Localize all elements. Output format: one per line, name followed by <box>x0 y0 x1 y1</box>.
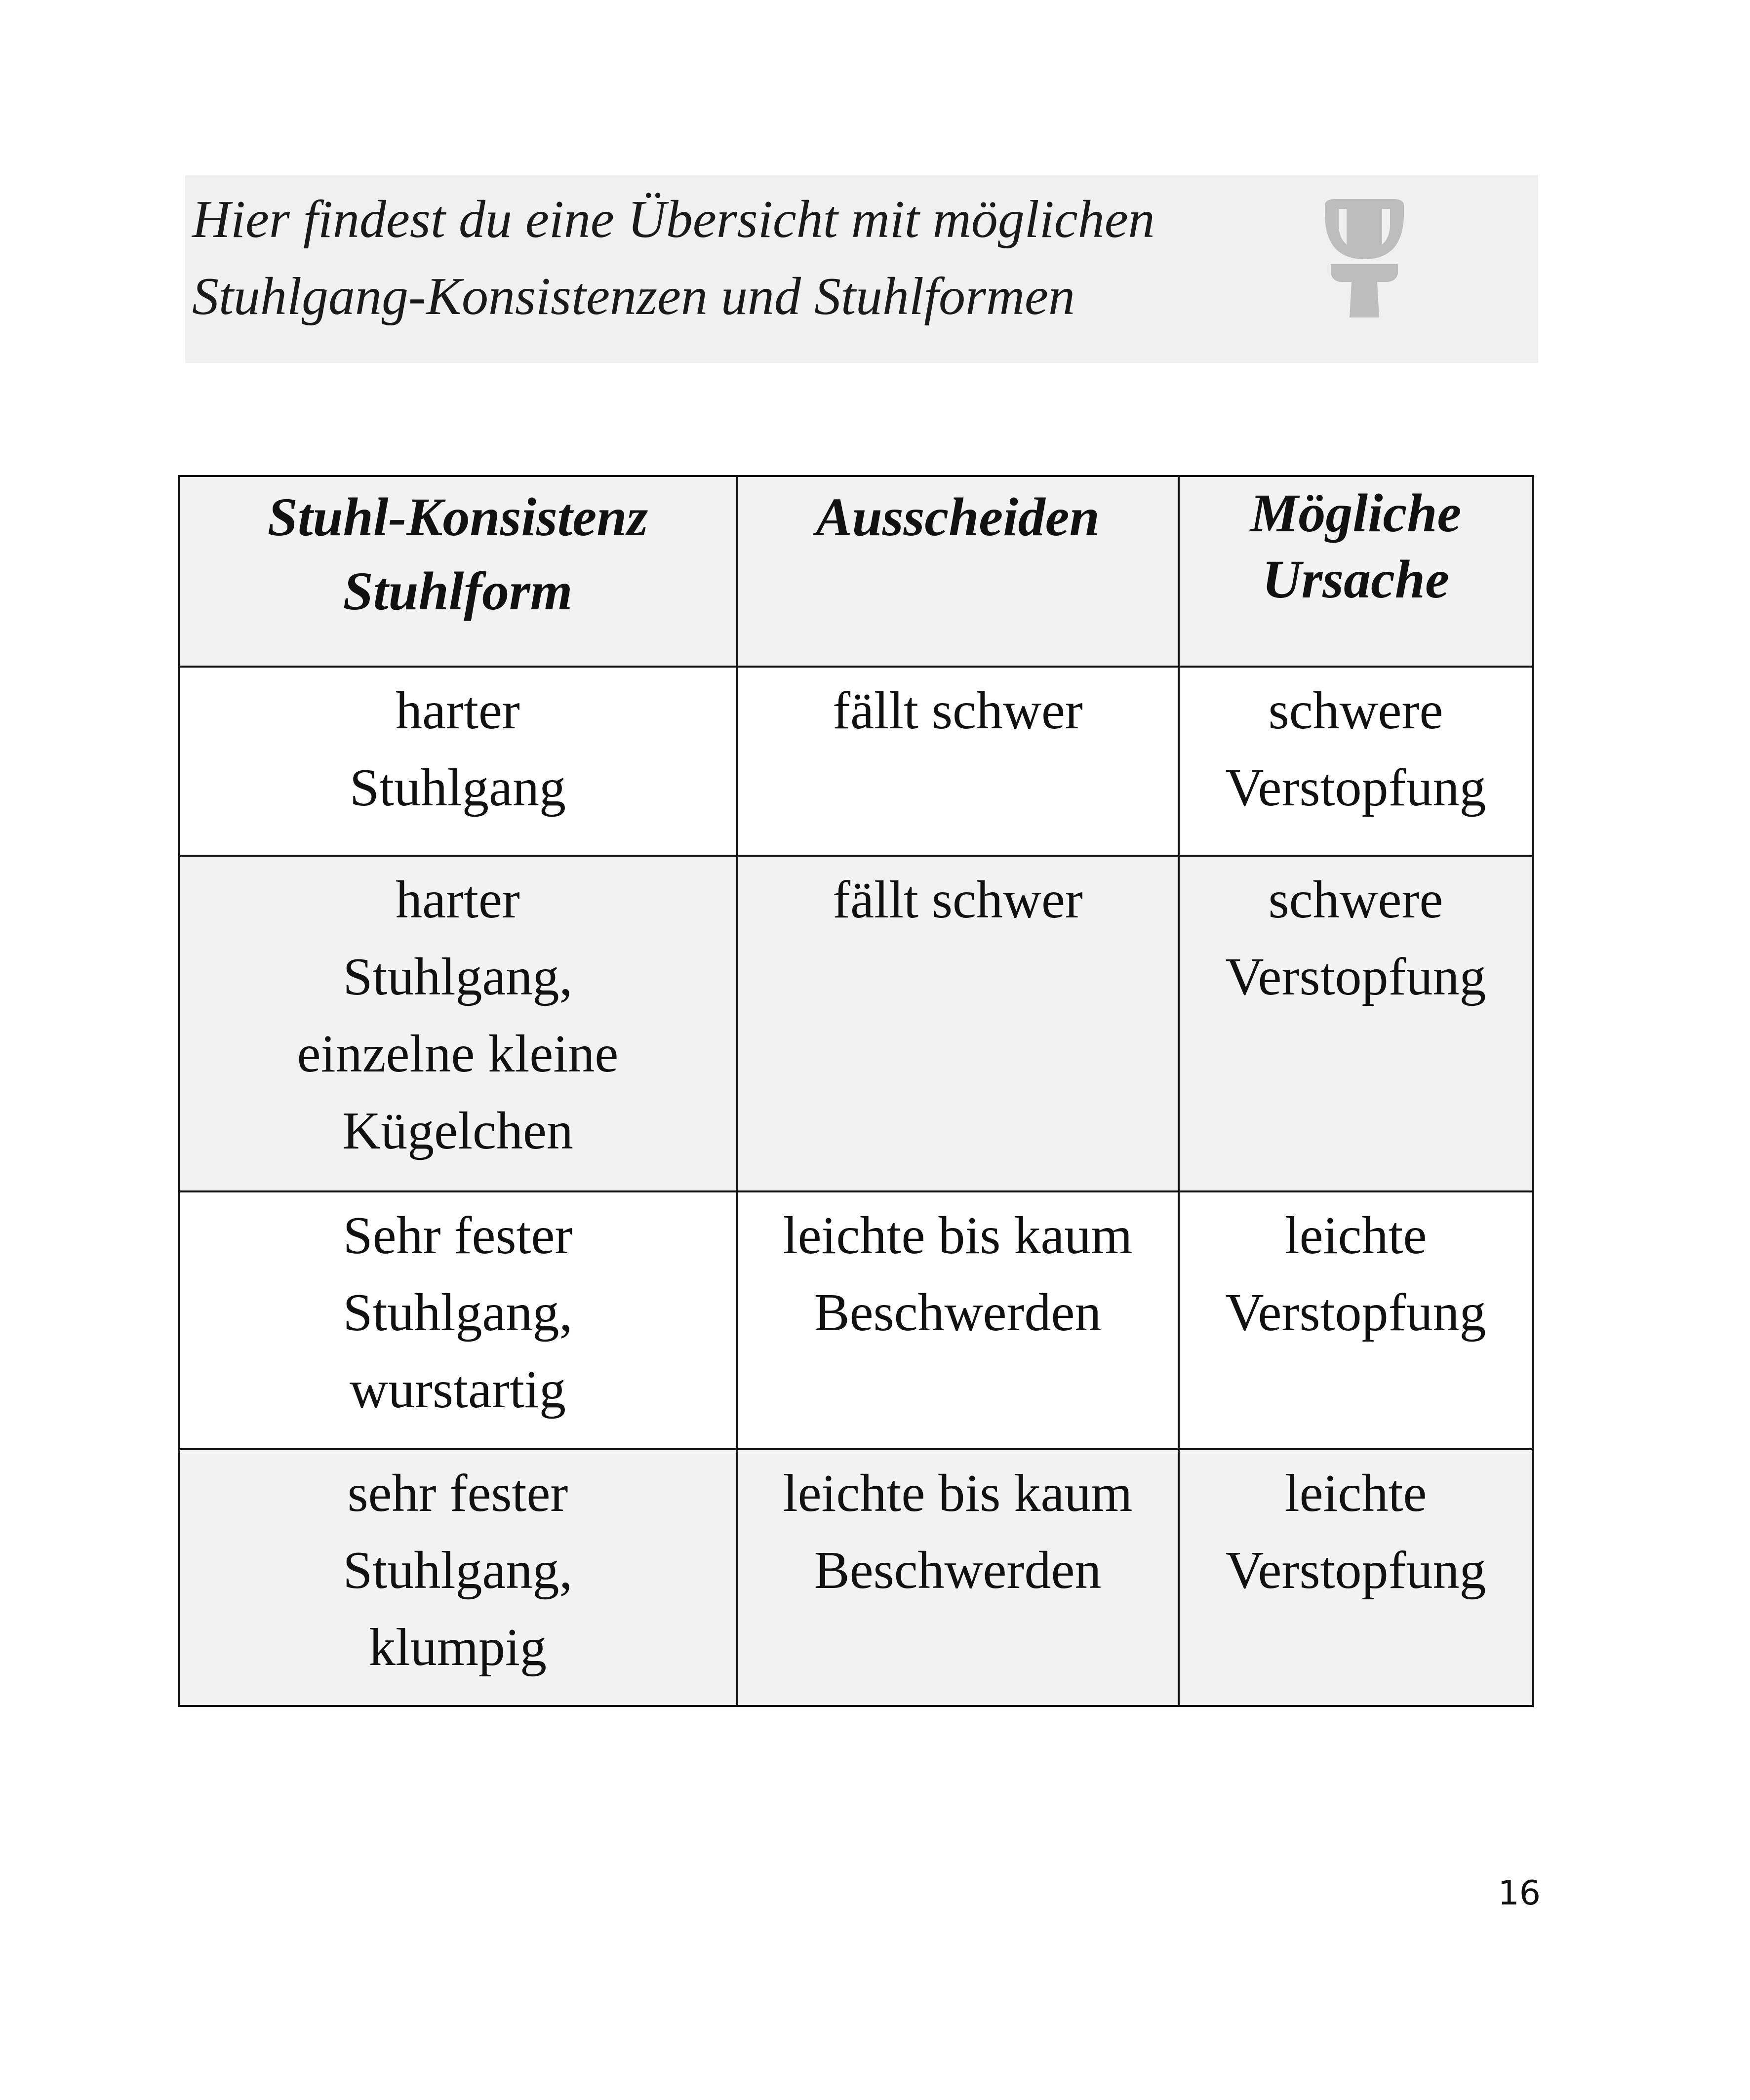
cell-konsistenz <box>179 1449 737 1706</box>
header-line: Stuhl-Konsistenz <box>267 487 648 547</box>
header-line: Stuhlform <box>343 561 573 621</box>
cell-line: leichte <box>1284 1206 1427 1265</box>
cell-konsistenz <box>179 1191 737 1449</box>
cell-line: Sehr fester <box>343 1206 573 1265</box>
cell-line: Verstopfung <box>1225 1283 1486 1342</box>
stool-table <box>178 475 1534 1707</box>
cell-line: fällt schwer <box>833 681 1083 740</box>
cell-ursache <box>1179 856 1533 1191</box>
cell-ursache <box>1179 667 1533 856</box>
cell-konsistenz <box>179 856 737 1191</box>
intro-line: Stuhlgang-Konsistenzen und Stuhlformen <box>192 267 1075 326</box>
table-header-row <box>179 476 1533 667</box>
cell-line: harter <box>396 871 520 929</box>
cell-line: Stuhlgang <box>349 758 566 817</box>
toilet-icon <box>1321 199 1408 317</box>
cell-line: leichte bis kaum <box>783 1206 1133 1265</box>
cell-line: Stuhlgang, <box>343 1541 573 1600</box>
cell-line: Beschwerden <box>814 1541 1102 1600</box>
cell-ausscheiden <box>737 856 1179 1191</box>
cell-line: schwere <box>1268 871 1443 929</box>
cell-line: Verstopfung <box>1225 758 1486 817</box>
cell-ausscheiden <box>737 1449 1179 1706</box>
cell-ausscheiden <box>737 1191 1179 1449</box>
cell-ausscheiden <box>737 667 1179 856</box>
cell-line: einzelne kleine <box>297 1025 619 1083</box>
cell-ursache <box>1179 1191 1533 1449</box>
cell-ursache <box>1179 1449 1533 1706</box>
cell-line: schwere <box>1268 681 1443 740</box>
cell-line: fällt schwer <box>833 871 1083 929</box>
cell-line: leichte bis kaum <box>783 1464 1133 1523</box>
cell-line: harter <box>396 681 520 740</box>
table-row <box>179 856 1533 1191</box>
cell-line: Beschwerden <box>814 1283 1102 1342</box>
header-ursache <box>1179 476 1533 667</box>
cell-line: Stuhlgang, <box>343 1283 573 1342</box>
intro-box <box>185 175 1538 363</box>
cell-line: sehr fester <box>347 1464 568 1523</box>
table-row <box>179 667 1533 856</box>
intro-line: Hier findest du eine Übersicht mit möglichen <box>192 190 1155 249</box>
table-row <box>179 1449 1533 1706</box>
header-line: Ausscheiden <box>816 487 1100 547</box>
cell-line: Verstopfung <box>1225 948 1486 1006</box>
cell-line: klumpig <box>368 1618 547 1677</box>
cell-line: Kügelchen <box>342 1102 573 1160</box>
header-konsistenz <box>179 476 737 667</box>
header-ausscheiden <box>737 476 1179 667</box>
cell-line: Stuhlgang, <box>343 948 573 1006</box>
page-number: 16 <box>1498 1874 1541 1913</box>
cell-konsistenz <box>179 667 737 856</box>
cell-line: leichte <box>1284 1464 1427 1523</box>
header-line: Ursache <box>1262 549 1449 609</box>
table-row <box>179 1191 1533 1449</box>
cell-line: Verstopfung <box>1225 1541 1486 1600</box>
header-line: Mögliche <box>1250 483 1462 543</box>
cell-line: wurstartig <box>350 1360 566 1419</box>
intro-text <box>192 181 1338 335</box>
